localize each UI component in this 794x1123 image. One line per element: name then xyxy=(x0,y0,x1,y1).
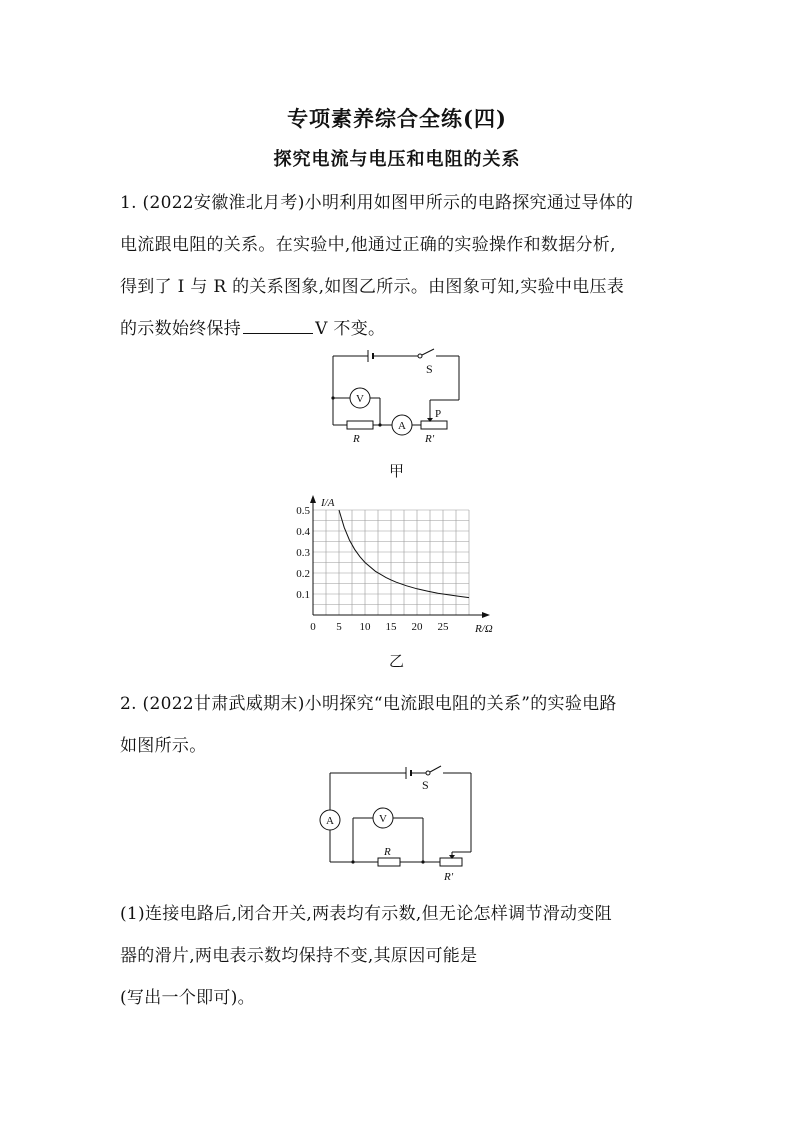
page-subtitle: 探究电流与电压和电阻的关系 xyxy=(273,149,521,170)
switch-label: S xyxy=(422,778,429,792)
q1-line-3: 得到了 I 与 R 的关系图象,如图乙所示。由图象可知,实验中电压表 xyxy=(120,277,625,297)
resistor-label: R xyxy=(384,846,391,858)
resistor-label: R xyxy=(353,433,360,445)
figure-caption-yi: 乙 xyxy=(389,652,405,670)
y-tick-label: 0.3 xyxy=(296,547,310,559)
x-tick-label: 0 xyxy=(310,621,316,633)
rheostat-r-prime xyxy=(421,421,447,429)
voltmeter-label: V xyxy=(356,393,364,405)
circuit-diagram-2 xyxy=(318,762,478,884)
y-tick-label: 0.4 xyxy=(296,526,310,538)
answer-blank[interactable] xyxy=(243,319,313,334)
rheostat-label: R′ xyxy=(425,433,435,445)
x-tick-label: 10 xyxy=(359,621,371,633)
x-axis-arrow xyxy=(482,612,490,618)
switch-pivot xyxy=(418,354,422,358)
q1-line-4-unit: V 不变。 xyxy=(315,319,386,339)
q1-line-2: 电流跟电阻的关系。在实验中,他通过正确的实验操作和数据分析, xyxy=(120,235,616,255)
rheostat-r-prime xyxy=(440,858,462,866)
slider-label: P xyxy=(435,408,442,420)
q2-sub1-line-1: (1)连接电路后,闭合开关,两表均有示数,但无论怎样调节滑动变阻 xyxy=(120,904,612,924)
q1-line-4 xyxy=(120,314,385,339)
q2-sub1-line-2: 器的滑片,两电表示数均保持不变,其原因可能是 xyxy=(120,946,478,966)
rheostat-label: R′ xyxy=(444,871,454,883)
q1-line-4-text: 的示数始终保持 xyxy=(120,319,242,339)
resistor-r xyxy=(378,858,400,866)
switch-blade xyxy=(422,349,434,355)
y-axis-label: I/A xyxy=(321,497,335,509)
circuit-diagram-1 xyxy=(310,345,480,445)
x-tick-label: 15 xyxy=(385,621,397,633)
y-tick-label: 0.2 xyxy=(296,568,310,580)
q1-line-1: 1. (2022安徽淮北月考)小明利用如图甲所示的电路探究通过导体的 xyxy=(120,193,634,213)
x-axis-label: R/Ω xyxy=(475,623,493,635)
q2-sub1-line-3: (写出一个即可)。 xyxy=(120,988,255,1008)
x-tick-label: 25 xyxy=(437,621,449,633)
ammeter-label: A xyxy=(398,420,406,432)
x-tick-label: 5 xyxy=(336,621,342,633)
switch-pivot xyxy=(426,771,430,775)
ammeter-label: A xyxy=(326,815,334,827)
y-tick-label: 0.5 xyxy=(296,505,310,517)
y-axis-arrow xyxy=(310,495,316,503)
x-tick-label: 20 xyxy=(411,621,423,633)
resistor-r xyxy=(347,421,373,429)
q2-line-2: 如图所示。 xyxy=(120,736,207,756)
switch-label: S xyxy=(426,362,433,376)
switch-blade xyxy=(430,766,441,772)
page-title: 专项素养综合全练(四) xyxy=(287,106,507,131)
q2-line-1: 2. (2022甘肃武威期末)小明探究“电流跟电阻的关系”的实验电路 xyxy=(120,694,617,714)
figure-caption-jia: 甲 xyxy=(389,462,405,480)
voltmeter-label: V xyxy=(379,813,387,825)
i-r-graph xyxy=(285,490,505,638)
y-tick-label: 0.1 xyxy=(296,589,310,601)
